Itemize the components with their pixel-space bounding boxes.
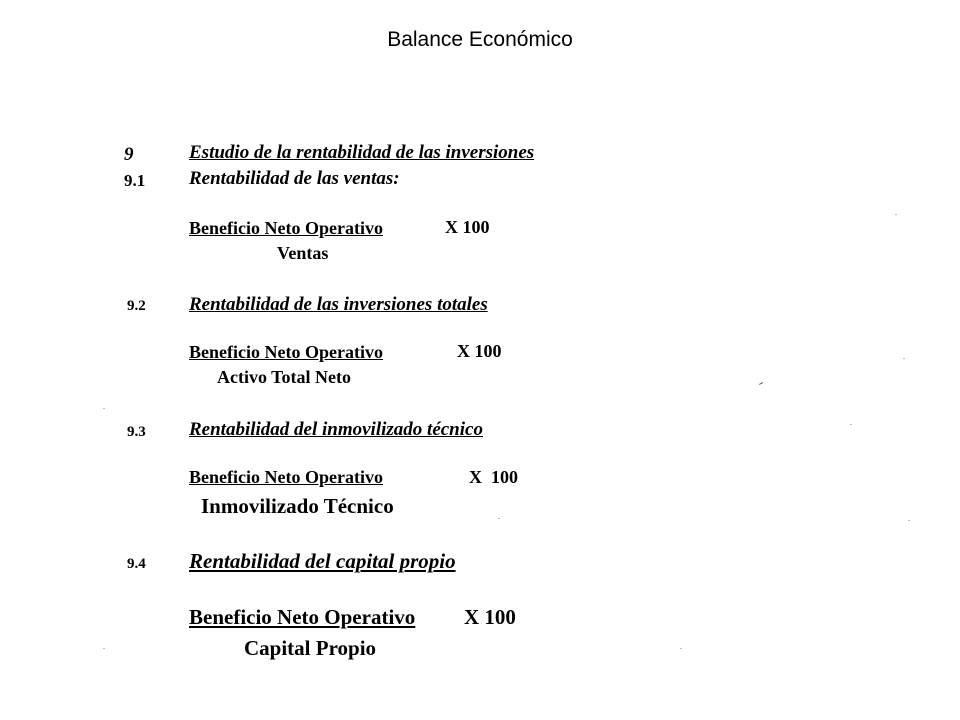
denominator-9-2: Activo Total Neto [217,367,351,387]
denominator-9-4: Capital Propio [244,636,377,660]
scan-speck [103,648,105,649]
multiplier-9-2: X 100 [457,341,502,361]
scan-speck [850,424,852,425]
item-number-9-1: 9.1 [124,171,146,190]
item-title-9-2: Rentabilidad de las inversiones totales [189,294,488,315]
denominator-9-3: Inmovilizado Técnico [201,494,394,518]
section-number: 9 [124,144,134,165]
multiplier-9-3: X 100 [469,467,518,487]
scan-speck [895,214,897,215]
multiplier-9-1: X 100 [445,217,490,237]
item-title-9-4: Rentabilidad del capital propio [189,549,456,573]
numerator-9-1: Beneficio Neto Operativo [189,218,383,238]
multiplier-9-4: X 100 [464,605,516,629]
item-number-9-3: 9.3 [127,424,146,440]
scan-speck [903,358,905,359]
scan-speck [498,518,500,519]
scan-mark [759,382,763,385]
numerator-9-2: Beneficio Neto Operativo [189,342,383,362]
item-number-9-4: 9.4 [127,556,146,572]
scan-speck [908,520,910,521]
slide-title: Balance Económico [387,28,573,51]
denominator-9-1: Ventas [277,243,329,263]
scan-speck [680,648,682,649]
section-title: Estudio de la rentabilidad de las inversiones [189,142,535,163]
numerator-9-3: Beneficio Neto Operativo [189,467,383,487]
item-title-9-1: Rentabilidad de las ventas: [189,168,400,189]
item-title-9-3: Rentabilidad del inmovilizado técnico [189,419,483,440]
numerator-9-4: Beneficio Neto Operativo [189,605,416,629]
scan-speck [103,408,105,409]
item-number-9-2: 9.2 [127,298,146,314]
